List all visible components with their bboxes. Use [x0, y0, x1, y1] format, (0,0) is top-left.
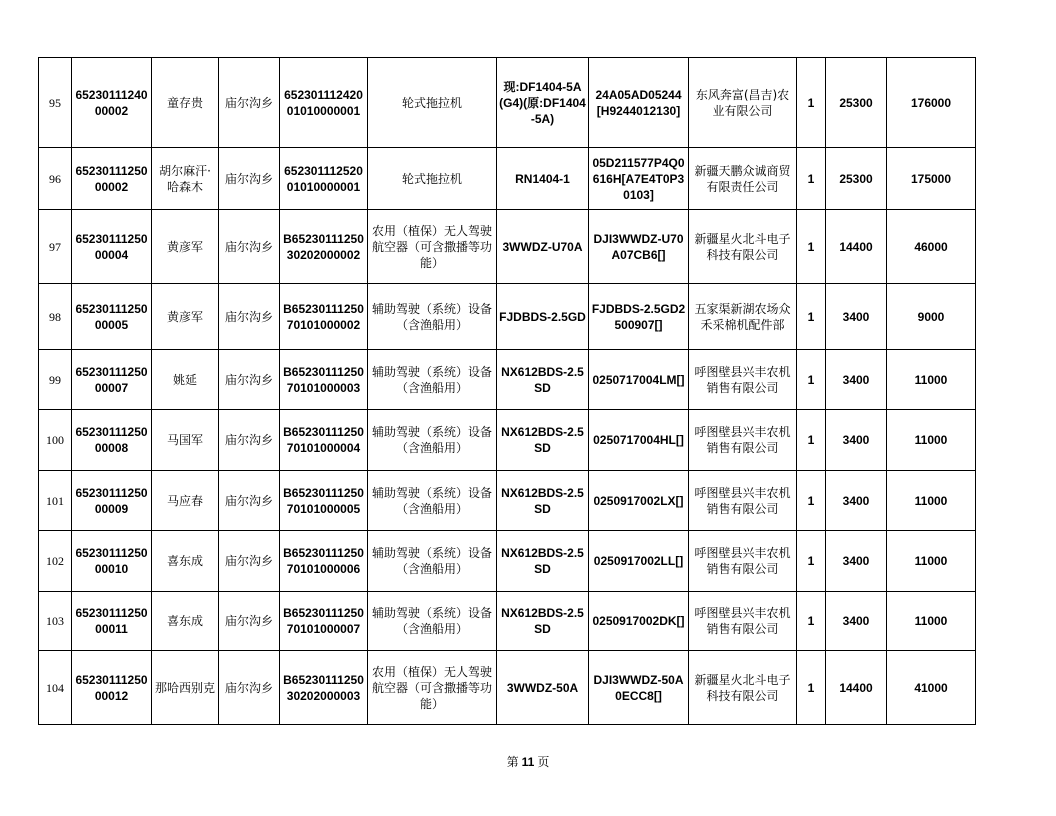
table-row	[39, 350, 976, 410]
subsidy-cell: 3400	[826, 350, 887, 410]
township-cell: 庙尔沟乡	[219, 410, 280, 471]
qty-cell: 1	[797, 471, 826, 531]
model-cell: NX612BDS-2.5SD	[497, 410, 589, 471]
model-cell: NX612BDS-2.5SD	[497, 471, 589, 531]
code-cell: B6523011125070101000004	[280, 410, 368, 471]
serial-cell: 0250717004LM[]	[589, 350, 689, 410]
qty-cell: 1	[797, 148, 826, 210]
serial-cell: 0250717004HL[]	[589, 410, 689, 471]
model-cell: NX612BDS-2.5SD	[497, 350, 589, 410]
table-row	[39, 651, 976, 725]
company-cell: 五家渠新湖农场众禾采棉机配件部	[689, 284, 797, 350]
subsidy-cell: 3400	[826, 284, 887, 350]
page-prefix: 第	[506, 755, 519, 769]
table-row	[39, 58, 976, 148]
table-row	[39, 471, 976, 531]
company-cell: 呼图壁县兴丰农机销售有限公司	[689, 471, 797, 531]
price-cell: 176000	[887, 58, 976, 148]
township-cell: 庙尔沟乡	[219, 471, 280, 531]
seq-cell: 96	[39, 148, 72, 210]
company-cell: 东风奔富(昌吉)农业有限公司	[689, 58, 797, 148]
qty-cell: 1	[797, 410, 826, 471]
seq-cell: 102	[39, 531, 72, 592]
item-cell: 辅助驾驶（系统）设备（含渔船用）	[368, 350, 497, 410]
item-cell: 辅助驾驶（系统）设备（含渔船用）	[368, 471, 497, 531]
price-cell: 9000	[887, 284, 976, 350]
price-cell: 11000	[887, 592, 976, 651]
price-cell: 11000	[887, 410, 976, 471]
price-cell: 11000	[887, 531, 976, 592]
subsidy-cell: 3400	[826, 410, 887, 471]
id-cell: 6523011125000005	[72, 284, 152, 350]
name-cell: 喜东成	[152, 531, 219, 592]
item-cell: 辅助驾驶（系统）设备（含渔船用）	[368, 592, 497, 651]
serial-cell: 0250917002LX[]	[589, 471, 689, 531]
item-cell: 农用（植保）无人驾驶航空器（可含撒播等功能）	[368, 210, 497, 284]
township-cell: 庙尔沟乡	[219, 531, 280, 592]
table-body	[39, 58, 976, 725]
model-cell: NX612BDS-2.5SD	[497, 592, 589, 651]
seq-cell: 99	[39, 350, 72, 410]
qty-cell: 1	[797, 210, 826, 284]
qty-cell: 1	[797, 651, 826, 725]
name-cell: 胡尔麻汗·哈森木	[152, 148, 219, 210]
table-row	[39, 148, 976, 210]
serial-cell: 0250917002LL[]	[589, 531, 689, 592]
qty-cell: 1	[797, 284, 826, 350]
serial-cell: DJI3WWDZ-50A0ECC8[]	[589, 651, 689, 725]
id-cell: 6523011125000010	[72, 531, 152, 592]
code-cell: B6523011125070101000006	[280, 531, 368, 592]
subsidy-cell: 3400	[826, 471, 887, 531]
name-cell: 喜东成	[152, 592, 219, 651]
name-cell: 马国军	[152, 410, 219, 471]
township-cell: 庙尔沟乡	[219, 284, 280, 350]
qty-cell: 1	[797, 350, 826, 410]
code-cell: B6523011125070101000005	[280, 471, 368, 531]
seq-cell: 101	[39, 471, 72, 531]
model-cell: 3WWDZ-50A	[497, 651, 589, 725]
company-cell: 呼图壁县兴丰农机销售有限公司	[689, 350, 797, 410]
subsidy-cell: 14400	[826, 210, 887, 284]
code-cell: B6523011125070101000007	[280, 592, 368, 651]
id-cell: 6523011125000002	[72, 148, 152, 210]
page-footer	[0, 753, 1056, 770]
name-cell: 姚延	[152, 350, 219, 410]
township-cell: 庙尔沟乡	[219, 350, 280, 410]
code-cell: B6523011125070101000002	[280, 284, 368, 350]
code-cell: B6523011125030202000002	[280, 210, 368, 284]
page-suffix: 页	[537, 755, 550, 769]
subsidy-cell: 25300	[826, 58, 887, 148]
table-row	[39, 410, 976, 471]
id-cell: 6523011125000004	[72, 210, 152, 284]
model-cell: 现:DF1404-5A(G4)(原:DF1404-5A)	[497, 58, 589, 148]
item-cell: 辅助驾驶（系统）设备（含渔船用）	[368, 284, 497, 350]
name-cell: 童存贵	[152, 58, 219, 148]
table-row	[39, 531, 976, 592]
price-cell: 175000	[887, 148, 976, 210]
subsidy-cell: 25300	[826, 148, 887, 210]
item-cell: 辅助驾驶（系统）设备（含渔船用）	[368, 531, 497, 592]
price-cell: 11000	[887, 350, 976, 410]
name-cell: 那哈西别克	[152, 651, 219, 725]
item-cell: 轮式拖拉机	[368, 58, 497, 148]
township-cell: 庙尔沟乡	[219, 592, 280, 651]
item-cell: 辅助驾驶（系统）设备（含渔船用）	[368, 410, 497, 471]
code-cell: 65230111252001010000001	[280, 148, 368, 210]
township-cell: 庙尔沟乡	[219, 58, 280, 148]
seq-cell: 103	[39, 592, 72, 651]
id-cell: 6523011125000009	[72, 471, 152, 531]
code-cell: 65230111242001010000001	[280, 58, 368, 148]
name-cell: 黄彦军	[152, 210, 219, 284]
subsidy-cell: 14400	[826, 651, 887, 725]
table-row	[39, 284, 976, 350]
code-cell: B6523011125070101000003	[280, 350, 368, 410]
table-row	[39, 210, 976, 284]
serial-cell: 05D211577P4Q0616H[A7E4T0P30103]	[589, 148, 689, 210]
township-cell: 庙尔沟乡	[219, 651, 280, 725]
name-cell: 黄彦军	[152, 284, 219, 350]
seq-cell: 98	[39, 284, 72, 350]
qty-cell: 1	[797, 58, 826, 148]
subsidy-cell: 3400	[826, 531, 887, 592]
serial-cell: 0250917002DK[]	[589, 592, 689, 651]
price-cell: 11000	[887, 471, 976, 531]
model-cell: NX612BDS-2.5SD	[497, 531, 589, 592]
company-cell: 新疆星火北斗电子科技有限公司	[689, 651, 797, 725]
model-cell: FJDBDS-2.5GD	[497, 284, 589, 350]
company-cell: 新疆天鹏众诚商贸有限责任公司	[689, 148, 797, 210]
seq-cell: 95	[39, 58, 72, 148]
seq-cell: 97	[39, 210, 72, 284]
id-cell: 6523011124000002	[72, 58, 152, 148]
qty-cell: 1	[797, 592, 826, 651]
township-cell: 庙尔沟乡	[219, 148, 280, 210]
qty-cell: 1	[797, 531, 826, 592]
item-cell: 轮式拖拉机	[368, 148, 497, 210]
id-cell: 6523011125000008	[72, 410, 152, 471]
company-cell: 呼图壁县兴丰农机销售有限公司	[689, 410, 797, 471]
code-cell: B6523011125030202000003	[280, 651, 368, 725]
serial-cell: FJDBDS-2.5GD2500907[]	[589, 284, 689, 350]
seq-cell: 104	[39, 651, 72, 725]
company-cell: 呼图壁县兴丰农机销售有限公司	[689, 592, 797, 651]
name-cell: 马应春	[152, 471, 219, 531]
price-cell: 46000	[887, 210, 976, 284]
subsidy-cell: 3400	[826, 592, 887, 651]
serial-cell: 24A05AD05244[H9244012130]	[589, 58, 689, 148]
company-cell: 新疆星火北斗电子科技有限公司	[689, 210, 797, 284]
seq-cell: 100	[39, 410, 72, 471]
model-cell: 3WWDZ-U70A	[497, 210, 589, 284]
subsidy-table	[38, 57, 976, 725]
model-cell: RN1404-1	[497, 148, 589, 210]
id-cell: 6523011125000007	[72, 350, 152, 410]
township-cell: 庙尔沟乡	[219, 210, 280, 284]
serial-cell: DJI3WWDZ-U70A07CB6[]	[589, 210, 689, 284]
price-cell: 41000	[887, 651, 976, 725]
table-row	[39, 592, 976, 651]
page-number: 11	[521, 755, 535, 769]
id-cell: 6523011125000012	[72, 651, 152, 725]
company-cell: 呼图壁县兴丰农机销售有限公司	[689, 531, 797, 592]
id-cell: 6523011125000011	[72, 592, 152, 651]
item-cell: 农用（植保）无人驾驶航空器（可含撒播等功能）	[368, 651, 497, 725]
